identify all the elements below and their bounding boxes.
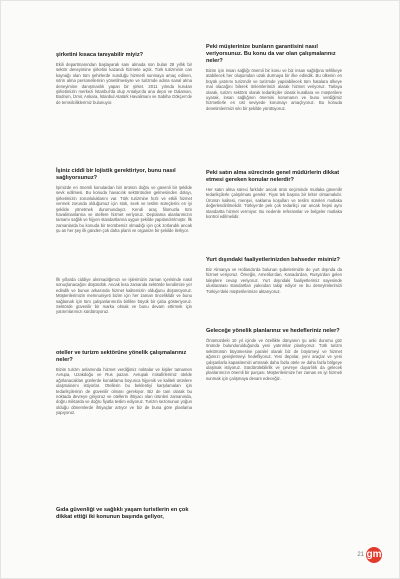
question-heading: Peki müşterinize bunların garantisini nasıl veriyorsunuz. Bu konu da var olan çalışmalarınız neler? bbox=[206, 44, 336, 64]
qa-block bbox=[56, 52, 192, 105]
qa-block bbox=[206, 328, 342, 381]
question-heading: Geleceğe yönelik planlarınız ve hedefleriniz neler? bbox=[206, 328, 340, 334]
answer-text: Ekili departmanından başlayarak sanı almada son bulan 28 yıllık bir sektör deneyimine şirketini kazandı hizmete açtık. Türk turizminin can kaynağı olan tüm şehirlerde sunduğu hizmetli sunmaya amaç edinen, sıtrin alma personellerinin yönetilmesiyse ve turizmde adına sanal alma deneyimine danışmanlık yapan bir şirket. 2011 yılında kurulan şirketimizin merkezi İstanbul’da olup Antalya’da ana depo ve Dalaman, Bodrum, İzmir, Ankara, İstanbul Atatürk Havalimanı ve Sabiha Gökçen’de de temsilciliklerimiz bulunuyor. bbox=[56, 62, 192, 105]
qa-block bbox=[56, 274, 192, 315]
qa-block bbox=[206, 257, 342, 294]
question-heading: İşiniz ciddi bir lojistik gerektiriyor, bunu nasıl sağlıyorsunuz? bbox=[56, 168, 176, 181]
right-column bbox=[206, 0, 342, 579]
gm-logo: gm bbox=[366, 547, 382, 563]
question-heading: Gıda güvenliği ve sağlıklı yaşam turistlerin en çok dikkat ettiği iki konunun başında geliyor, bbox=[56, 507, 189, 520]
answer-text: İlk yıllarda ciddiye alınmadığımızı ve işlerimizin zaman içerisinde nasıl sonuçlanacağını düşündük. Ancak kısa zamanda sektörde kendimize yer edindik ve bunun arkasında hizmet kalitemizin olduğunu düşünüyoruz. Müşterilerimizin memnuniyeti bizim için her zaman önceliklidir ve bunu sağlamak için tüm çalışanlarımızla birlikte büyük bir çaba gösteriyoruz. Sektörde güvenilir bir marka olmak ve bunu devam ettirmek için yatırımlarımızı sürdürüyoruz. bbox=[56, 277, 192, 315]
footer bbox=[357, 547, 382, 563]
answer-text: Bizim turizm anlamında hizmet verdiğimiz noktalar ve kişiler tamamen Avrupa, Uzakdoğu ve Rus pazarı. Avrupalı misafirlerimiz otelde ağırlanacakları günlerde konaklama boyunca hijyenik ve kaliteli ürünlere ulaşmalarını istiyorlar. Otellerin bu beklentiyi karşılamaları için tedarikçilerinin de güvenilir olması gerekiyor. Biz de tam olarak bu noktada devreye giriyoruz ve otellerin ihtiyacı olan ürünleri zamanında, doğru miktarda ve doğru fiyatla teslim ediyoruz. Turizm sezonunun yoğun olduğu dönemlerde ihtiyaçlar artıyor ve biz de buna göre planlama yapıyoruz. bbox=[56, 367, 192, 416]
question-heading: oteller ve turizm sektörüne yönelik çalışmalarınız neler? bbox=[56, 350, 187, 363]
answer-text: Biz Almanya ve Hollanda’da bulunan şubelerimizle de yurt dışında da hizmet veriyoruz. Örneğin, Amerika’dan, Kanada’dan, Rusya’dan gelen taleplere cevap veriyoruz. Yurt dışındaki faaliyetlerimiz sayesinde uluslararası standartları yakından takip ediyor ve bu deneyimlerimizi Türkiye’deki müşterilerimize aktarıyoruz. bbox=[206, 267, 342, 294]
qa-block bbox=[56, 350, 192, 416]
answer-text: Her satın alma süreci farklıdır ancak ürün seçiminde mutlaka güvenilir tedarikçilerle çalışılması gerekir. Fiyat tek başına bir kriter olmamalıdır. Ürünün kalitesi, menşei, saklama koşulları ve teslim süreleri mutlaka değerlendirilmelidir. Türkiye’de pek çok tedarikçi var ancak hepsi aynı standartta hizmet vermiyor. Bu nedenle referanslar ve belgeler mutlaka kontrol edilmelidir. bbox=[206, 187, 342, 220]
answer-text: Önümüzdeki 10 yıl içinde ve özellikle dünyanın şu anki durumu göz önünde bulundurulduğunda yeni yatırımlar planlıyoruz. Türk turizm sektörünün büyümesine paralel olarak biz de büyümeyi ve hizmet ağımızı genişletmeyi hedefliyoruz. Yeni depolar, yeni araçlar ve yeni çalışanlarla kapasitemizi artırarak daha fazla otele ve daha fazla bölgeye ulaşmak istiyoruz. Sürdürülebilirlik ve çevreye duyarlılık da gelecek planlarımızın önemli bir parçası. Müşterilerimize her zaman en iyi hizmeti sunmak için çalışmaya devam edeceğiz. bbox=[206, 338, 342, 381]
qa-block bbox=[206, 170, 342, 219]
page-number: 21 bbox=[357, 552, 364, 558]
answer-text: Bizim için insan sağlığı önemli bir konu ve biz insan sağlığına tehlikeye atabilecek her oluşumdan uzak durmaya bir ilke edindik. Bu ülkenin en büyük yatırımı turizmdir ve turizmde yapılabilecek tüm hatalara ülkeye mal olacağını bilerek önlemlerimizi alarak hizmet veriyoruz. Tarlaya olarak, turizm sektörü olarak tedarikçiler olarak kurallara ve müşterilere uyarak, insan sağlığının önemini korumanın ve bunu verdiğimiz hizmetlerle en üst seviyede korumayı amaçlıyoruz. Bu konuda denetimlerimizi sıkı bir şekilde yürütüyoruz. bbox=[206, 68, 342, 111]
left-column bbox=[56, 0, 192, 579]
question-heading: Yurt dışındaki faaliyetlerinizden bahseder misiniz? bbox=[206, 257, 340, 263]
question-heading: Peki satın alma sürecinde genel müdürlerin dikkat etmesi gereken konular nelerdir? bbox=[206, 170, 340, 183]
answer-text: İşimizde en önemli konulardan biri ürünün doğru ve güvenli bir şekilde sevk edilmesi. Bu konuda havacılık sektöründen gelmesinden dolayı, şirketimizin zorunluluklarını var. Türk turizmine hızlı ve etkili hizmet vermek zorunda olduğumuz için stok, sevk ve teslim süreçlerini en iyi şekilde yönetmek durumundayız. Kendi araç filomuzla tüm havalimanlarına ve otellere hizmet veriyoruz. Depolama alanlarımızın tamamı sağlık ve hijyen standartlarına uygun şekilde yapılandırılmıştır. İlk zamanlarda bu konuda bir tecrübemiz olmadığı için çok zorlandık ancak şu an her şey ilk günden çok daha planlı ve organize bir şekilde ilerliyor. bbox=[56, 185, 192, 234]
question-heading: şirketini kısaca tanıyabilir miyiz? bbox=[56, 52, 144, 58]
qa-block bbox=[206, 44, 342, 111]
qa-block bbox=[56, 168, 192, 234]
qa-block bbox=[56, 507, 192, 521]
